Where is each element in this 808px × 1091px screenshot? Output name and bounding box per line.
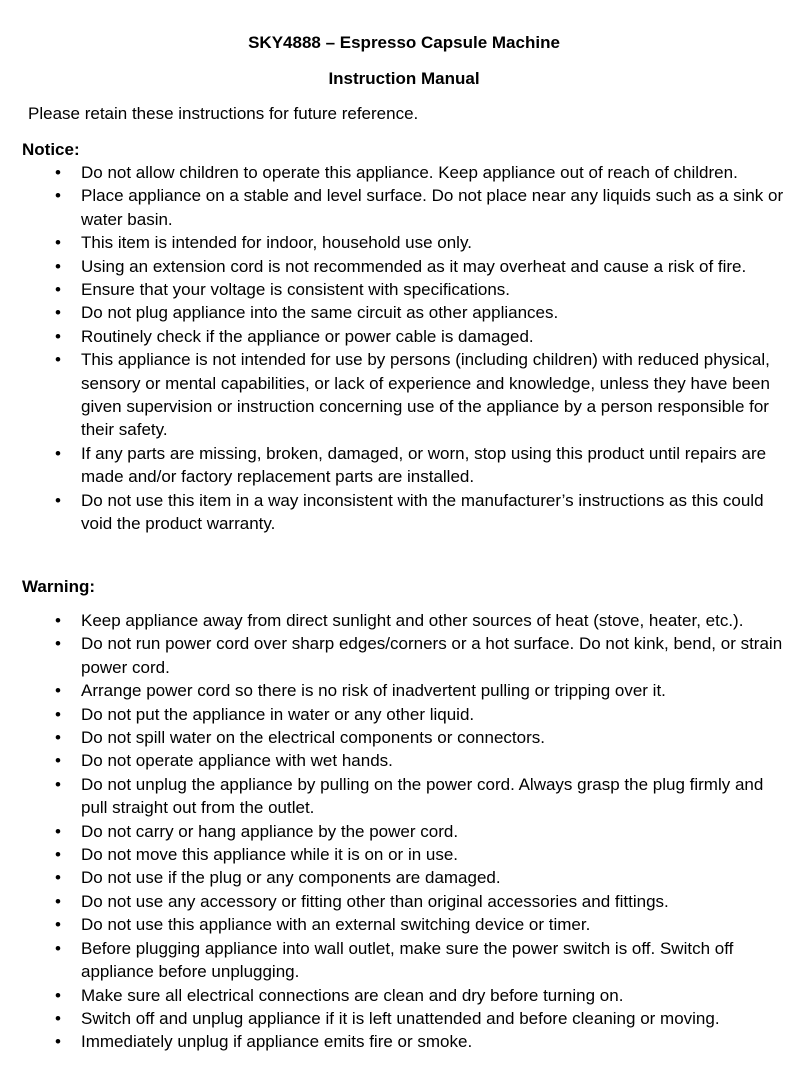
- bullet-icon: •: [55, 256, 61, 276]
- list-item-text: Arrange power cord so there is no risk of inadvertent pulling or tripping over it.: [81, 681, 666, 701]
- bullet-icon: •: [55, 681, 61, 701]
- bullet-icon: •: [55, 915, 61, 935]
- list-item: [0, 843, 808, 866]
- list-item-text: Do not move this appliance while it is on or in use.: [81, 845, 459, 865]
- list-item: [0, 1007, 808, 1030]
- bullet-icon: •: [55, 845, 61, 865]
- list-item-text: Do not run power cord over sharp edges/corners or a hot surface. Do not kink, bend, or strain power cord.: [81, 634, 783, 677]
- list-item: [0, 820, 808, 843]
- list-item: [0, 609, 808, 632]
- list-item: [0, 866, 808, 889]
- list-item-text: Make sure all electrical connections are clean and dry before turning on.: [81, 985, 624, 1005]
- list-item-text: Using an extension cord is not recommended as it may overheat and cause a risk of fire.: [81, 256, 747, 276]
- list-item: [0, 161, 808, 184]
- intro-text: Please retain these instructions for future reference.: [28, 104, 419, 123]
- list-item: [0, 348, 808, 442]
- list-item: [0, 489, 808, 536]
- bullet-icon: •: [55, 751, 61, 771]
- bullet-icon: •: [55, 821, 61, 841]
- document-subtitle: Instruction Manual: [328, 69, 480, 88]
- list-item: [0, 890, 808, 913]
- list-item: [0, 184, 808, 231]
- list-item: [0, 726, 808, 749]
- list-item-text: This item is intended for indoor, household use only.: [81, 233, 472, 253]
- bullet-icon: •: [55, 634, 61, 654]
- bullet-icon: •: [55, 938, 61, 958]
- list-item: [0, 773, 808, 820]
- list-item-text: Switch off and unplug appliance if it is left unattended and before cleaning or moving.: [81, 1008, 720, 1028]
- bullet-icon: •: [55, 1008, 61, 1028]
- bullet-icon: •: [55, 186, 61, 206]
- bullet-icon: •: [55, 728, 61, 748]
- list-item-text: This appliance is not intended for use by persons (including children) with reduced physical, sensory or mental capabilities, or lack of experience and knowledge, unless they have been given supervision or instruction concerning use of the appliance by a person responsible for their safety.: [81, 350, 770, 440]
- list-item-text: Do not allow children to operate this appliance. Keep appliance out of reach of children.: [81, 163, 738, 182]
- bullet-icon: •: [55, 774, 61, 794]
- bullet-icon: •: [55, 443, 61, 463]
- list-item-text: Do not spill water on the electrical components or connectors.: [81, 728, 545, 748]
- list-item-text: Do not plug appliance into the same circuit as other appliances.: [81, 303, 559, 323]
- list-item: [0, 442, 808, 489]
- bullet-icon: •: [55, 280, 61, 300]
- bullet-icon: •: [55, 490, 61, 510]
- list-item-text: Do not use this appliance with an external switching device or timer.: [81, 915, 591, 935]
- list-item-text: Before plugging appliance into wall outlet, make sure the power switch is off. Switch off appliance before unplugging.: [81, 938, 734, 982]
- list-item: [0, 703, 808, 726]
- list-item-text: Ensure that your voltage is consistent with specifications.: [81, 280, 510, 300]
- bullet-icon: •: [55, 611, 61, 630]
- warning-list: [0, 609, 808, 1054]
- bullet-icon: •: [55, 326, 61, 346]
- bullet-icon: •: [55, 163, 61, 182]
- list-item: [0, 231, 808, 254]
- list-item-text: Do not unplug the appliance by pulling on the power cord. Always grasp the plug firmly and pull straight out from the outlet.: [81, 774, 764, 818]
- bullet-icon: •: [55, 303, 61, 323]
- document-title: SKY4888 – Espresso Capsule Machine: [248, 33, 560, 52]
- list-item: [0, 632, 808, 679]
- list-item: [0, 301, 808, 324]
- notice-list: [0, 161, 808, 536]
- list-item-text: Immediately unplug if appliance emits fire or smoke.: [81, 1032, 473, 1052]
- list-item: [0, 749, 808, 772]
- bullet-icon: •: [55, 985, 61, 1005]
- list-item-text: Do not carry or hang appliance by the power cord.: [81, 821, 459, 841]
- list-item: [0, 1030, 808, 1053]
- list-item: [0, 255, 808, 278]
- list-item: [0, 913, 808, 936]
- list-item-text: Do not put the appliance in water or any other liquid.: [81, 704, 475, 724]
- list-item-text: Do not use if the plug or any components are damaged.: [81, 868, 501, 888]
- bullet-icon: •: [55, 350, 61, 370]
- notice-heading: Notice:: [22, 140, 80, 159]
- list-item: [0, 984, 808, 1007]
- bullet-icon: •: [55, 704, 61, 724]
- list-item-text: Place appliance on a stable and level surface. Do not place near any liquids such as a sink or water basin.: [81, 186, 784, 229]
- list-item: [0, 325, 808, 348]
- bullet-icon: •: [55, 1032, 61, 1052]
- list-item-text: Do not use any accessory or fitting other than original accessories and fittings.: [81, 891, 669, 911]
- bullet-icon: •: [55, 891, 61, 911]
- list-item-text: Routinely check if the appliance or power cable is damaged.: [81, 326, 534, 346]
- list-item-text: Do not operate appliance with wet hands.: [81, 751, 393, 771]
- list-item: [0, 937, 808, 984]
- list-item: [0, 679, 808, 702]
- warning-heading: Warning:: [22, 577, 96, 596]
- list-item: [0, 278, 808, 301]
- list-item-text: Do not use this item in a way inconsistent with the manufacturer’s instructions as this could void the product warranty.: [81, 490, 764, 534]
- list-item-text: Keep appliance away from direct sunlight and other sources of heat (stove, heater, etc.).: [81, 611, 744, 630]
- list-item-text: If any parts are missing, broken, damaged, or worn, stop using this product until repairs are made and/or factory replacement parts are installed.: [81, 443, 767, 487]
- bullet-icon: •: [55, 868, 61, 888]
- bullet-icon: •: [55, 233, 61, 253]
